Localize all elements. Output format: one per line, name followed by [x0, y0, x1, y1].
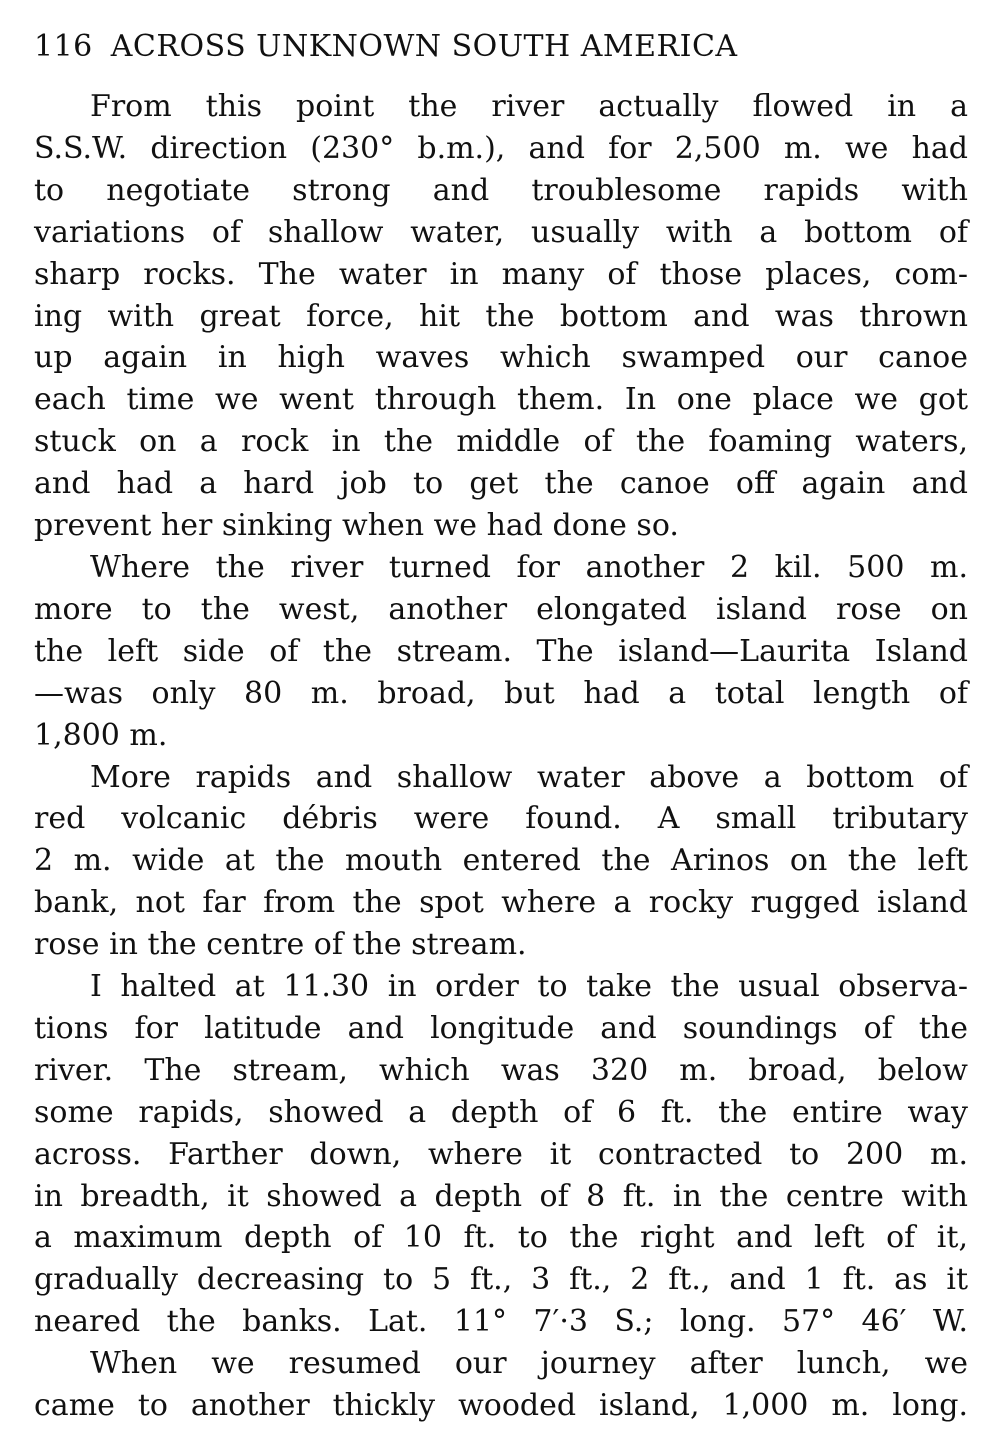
text-line: rose in the centre of the stream. — [34, 927, 527, 963]
text-line: each time we went through them. In one place we got — [34, 382, 968, 418]
text-line: gradually decreasing to 5 ft., 3 ft., 2 ft., and 1 ft. as it — [34, 1262, 968, 1298]
text-line: sharp rocks. The water in many of those places, com- — [34, 256, 968, 292]
running-head — [34, 24, 968, 70]
text-line: more to the west, another elongated island rose on — [34, 591, 968, 627]
text-line: across. Farther down, where it contracted to 200 m. — [34, 1136, 968, 1172]
paragraph — [34, 1343, 968, 1427]
text-line: From this point the river actually flowed in a — [90, 89, 968, 124]
text-line: tions for latitude and longitude and soundings of the — [34, 1010, 968, 1046]
text-line: 2 m. wide at the mouth entered the Arinos on the left — [34, 843, 968, 879]
text-line: a maximum depth of 10 ft. to the right and left of it, — [34, 1220, 968, 1256]
text-line: up again in high waves which swamped our canoe — [34, 340, 968, 376]
text-line: and had a hard job to get the canoe off again and — [34, 466, 968, 502]
text-line: S.S.W. direction (230° b.m.), and for 2,500 m. we had — [34, 130, 968, 166]
paragraph — [34, 86, 968, 547]
text-line: some rapids, showed a depth of 6 ft. the entire way — [34, 1094, 968, 1130]
text-line: More rapids and shallow water above a bottom of — [90, 759, 968, 795]
text-line: —was only 80 m. broad, but had a total length of — [34, 675, 968, 711]
text-line: ing with great force, hit the bottom and was thrown — [34, 298, 968, 334]
text-line: red volcanic débris were found. A small tributary — [34, 801, 968, 837]
text-line: neared the banks. Lat. 11° 7′·3 S.; long. 57° 46′ W. — [34, 1304, 968, 1340]
text-line: the left side of the stream. The island—Laurita Island — [34, 633, 968, 669]
text-line: Where the river turned for another 2 kil. 500 m. — [90, 549, 968, 585]
page-number: 116 — [34, 29, 93, 64]
paragraph — [34, 966, 968, 1343]
running-title: ACROSS UNKNOWN SOUTH AMERICA — [110, 29, 738, 64]
text-line: stuck on a rock in the middle of the foaming waters, — [34, 424, 968, 460]
text-line: I halted at 11.30 in order to take the usual observa- — [90, 969, 968, 1005]
text-line: variations of shallow water, usually with a bottom of — [34, 214, 968, 250]
paragraph — [34, 757, 968, 967]
text-line: river. The stream, which was 320 m. broad, below — [34, 1052, 968, 1088]
text-line: 1,800 m. — [34, 717, 168, 753]
text-line: prevent her sinking when we had done so. — [34, 508, 679, 544]
book-page — [34, 24, 968, 1427]
paragraph — [34, 547, 968, 757]
text-line: to negotiate strong and troublesome rapids with — [34, 172, 968, 208]
text-line: in breadth, it showed a depth of 8 ft. in the centre with — [34, 1178, 968, 1214]
text-line: bank, not far from the spot where a rocky rugged island — [34, 885, 968, 921]
body-text — [34, 86, 968, 1427]
text-line: came to another thickly wooded island, 1,000 m. long. — [34, 1388, 968, 1424]
text-line: When we resumed our journey after lunch, we — [90, 1346, 968, 1382]
